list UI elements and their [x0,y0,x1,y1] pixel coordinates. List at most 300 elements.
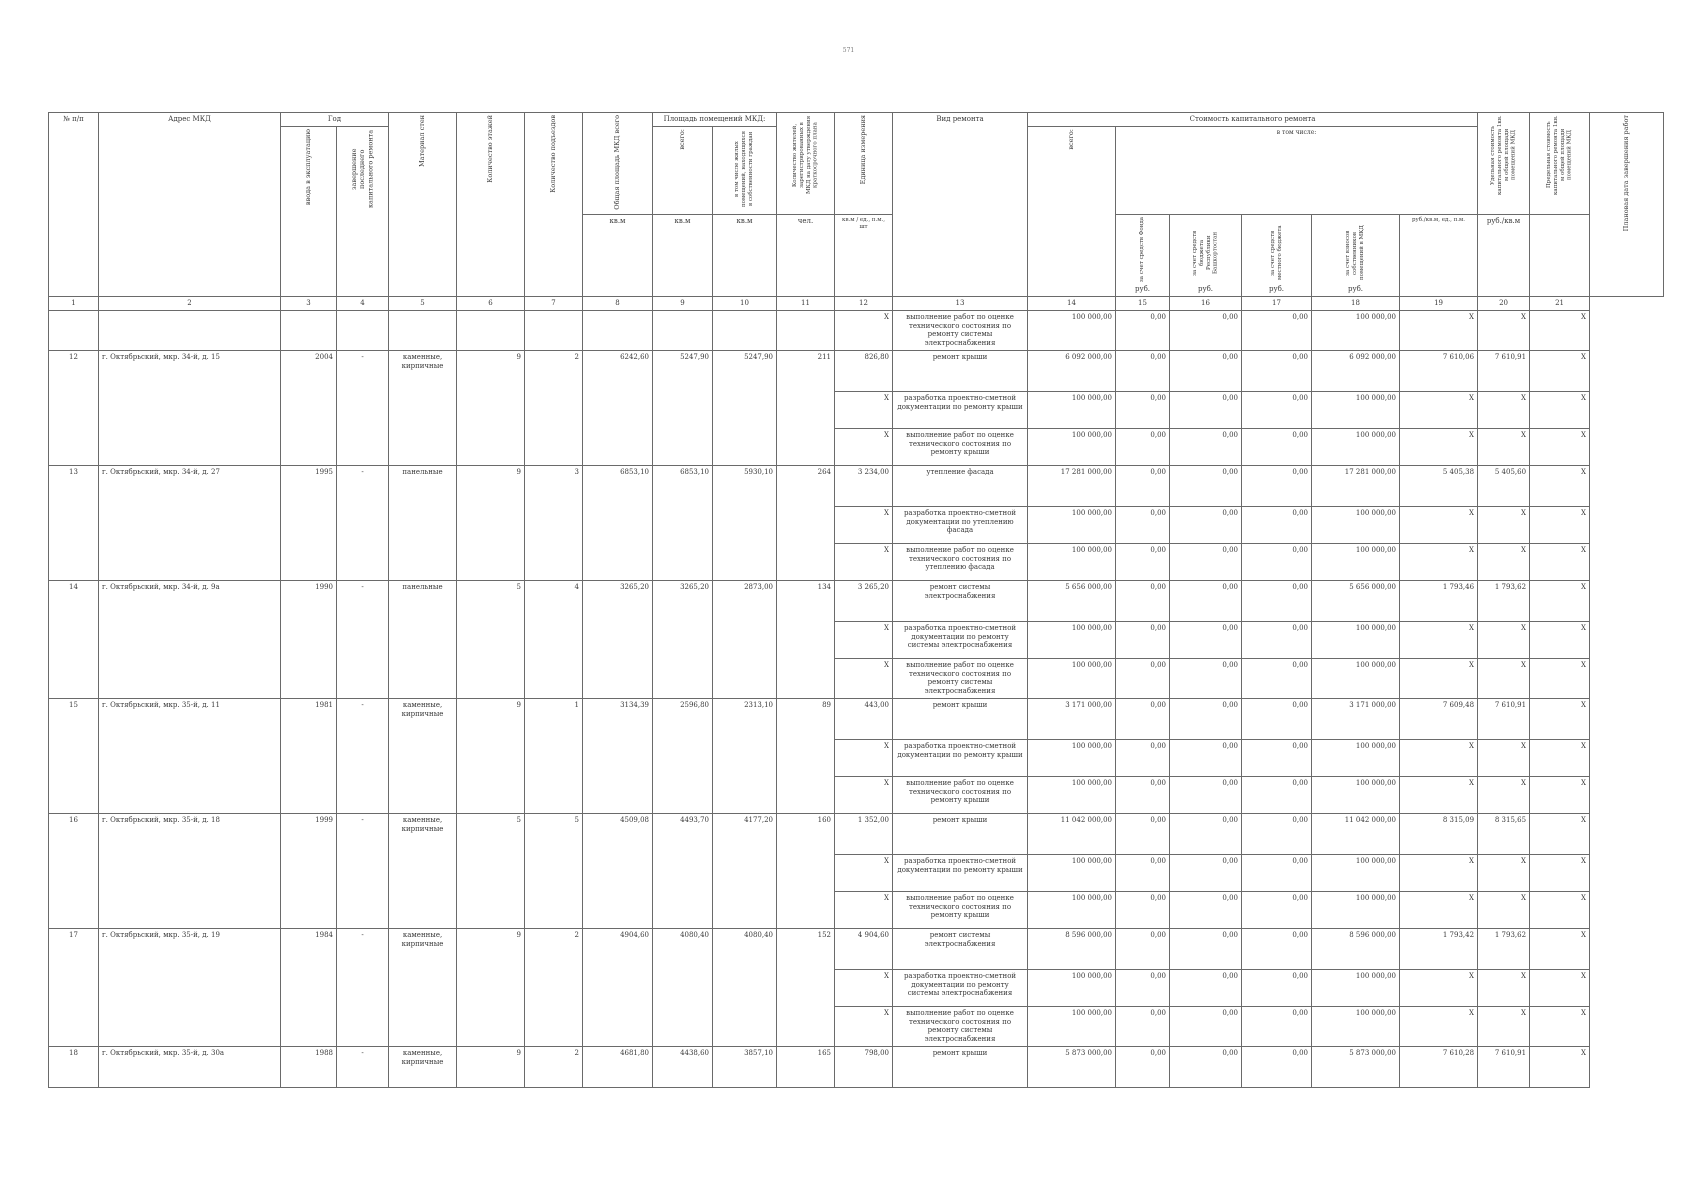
cell-material: панельные [389,580,457,698]
cell-fund: 0,00 [1116,391,1170,428]
cell-republic: 0,00 [1170,854,1242,891]
cell-max-cost: X [1478,391,1530,428]
cell-total: 100 000,00 [1028,969,1116,1006]
cell-repair: ремонт системы электроснабжения [893,580,1028,621]
unit-unit-measure: кв.м / ед., п.м., шт [835,215,893,297]
cell-unit-cost: X [1400,1006,1478,1046]
cell-republic: 0,00 [1170,506,1242,543]
cell-republic: 0,00 [1170,543,1242,580]
cell-repair: разработка проектно-сметной документации по ремонту крыши [893,391,1028,428]
cell-date: X [1530,928,1590,969]
cell-entrances: 1 [525,698,583,813]
continuation-row [49,310,1664,350]
cell-date: X [1530,969,1590,1006]
repair-plan-sheet [48,112,1664,1088]
cell-last: - [337,928,389,1046]
cell-repair: ремонт крыши [893,698,1028,739]
cell-area-all: 6853,10 [653,465,713,580]
unit-cost-local: за счет средств местного бюджета руб. [1242,215,1312,297]
cell-residents: 165 [777,1046,835,1087]
cell-address: г. Октябрьский, мкр. 35-й, д. 18 [99,813,281,928]
cell-total: 100 000,00 [1028,391,1116,428]
cell-republic: 0,00 [1170,350,1242,391]
cell-repair: утепление фасада [893,465,1028,506]
cell-last: - [337,350,389,465]
cell-unit: X [835,543,893,580]
cell-total: 6 092 000,00 [1028,350,1116,391]
cell-total: 100 000,00 [1028,776,1116,813]
cell-owners: 5 873 000,00 [1312,1046,1400,1087]
cell-built: 1999 [281,813,337,928]
cell-date: X [1530,310,1590,350]
column-number: 9 [653,297,713,311]
cell-fund: 0,00 [1116,854,1170,891]
cell-total: 3 171 000,00 [1028,698,1116,739]
cell-fund: 0,00 [1116,698,1170,739]
cell-unit-cost: 5 405,38 [1400,465,1478,506]
cell-unit: 826,80 [835,350,893,391]
cell-date: X [1530,1006,1590,1046]
cell-local: 0,00 [1242,465,1312,506]
cell-local: 0,00 [1242,891,1312,928]
cell-repair: выполнение работ по оценке технического состояния по ремонту системы электроснабжения [893,1006,1028,1046]
cell-n: 18 [49,1046,99,1087]
header-year-built: ввода в эксплуатацию [304,128,313,205]
cell-local: 0,00 [1242,350,1312,391]
column-numbers-row [49,297,1664,311]
cell-date: X [1530,428,1590,465]
cell-address: г. Октябрьский, мкр. 35-й, д. 19 [99,928,281,1046]
cell-total: 100 000,00 [1028,658,1116,698]
cell-max-cost: X [1478,310,1530,350]
cell-n: 13 [49,465,99,580]
cell-owners: 3 171 000,00 [1312,698,1400,739]
building-row [49,813,1664,854]
cell-unit: X [835,506,893,543]
cell-republic: 0,00 [1170,928,1242,969]
cell-total: 100 000,00 [1028,739,1116,776]
cell-total: 100 000,00 [1028,854,1116,891]
cell-local: 0,00 [1242,1046,1312,1087]
cell-fund: 0,00 [1116,891,1170,928]
column-number: 3 [281,297,337,311]
header-address: Адрес МКД [99,113,281,297]
cell-max-cost: 1 793,62 [1478,928,1530,969]
cell-fund: 0,00 [1116,658,1170,698]
cell-fund: 0,00 [1116,506,1170,543]
cell-date: X [1530,813,1590,854]
column-number: 7 [525,297,583,311]
cell-unit: X [835,658,893,698]
header-total-area: Общая площадь МКД всего [613,115,622,210]
header-incl: в том числе: [1116,126,1478,215]
cell-unit-cost: X [1400,739,1478,776]
cell-max-cost: X [1478,658,1530,698]
cell-owners: 17 281 000,00 [1312,465,1400,506]
cell-republic: 0,00 [1170,428,1242,465]
cell-unit: X [835,854,893,891]
column-number: 12 [835,297,893,311]
cell-republic: 0,00 [1170,739,1242,776]
cell-owners: 100 000,00 [1312,776,1400,813]
page-number: 571 [842,47,855,54]
cell-date: X [1530,854,1590,891]
cell-republic: 0,00 [1170,1006,1242,1046]
cell-material: каменные, кирпичные [389,813,457,928]
unit-area-residential: кв.м [713,215,777,297]
unit-residents: чел. [777,215,835,297]
building-row [49,350,1664,391]
cell-total: 100 000,00 [1028,621,1116,658]
cell-unit-cost: 7 609,48 [1400,698,1478,739]
cell-local: 0,00 [1242,506,1312,543]
cell-fund: 0,00 [1116,350,1170,391]
cell-republic: 0,00 [1170,310,1242,350]
cell-repair: выполнение работ по оценке технического состояния по ремонту системы электроснабжения [893,310,1028,350]
cell-unit-cost: X [1400,969,1478,1006]
cell-total-area: 6242,60 [583,350,653,465]
building-row [49,1046,1664,1087]
column-number: 21 [1530,297,1590,311]
cell-unit: X [835,1006,893,1046]
header-cost-group: Стоимость капитального ремонта [1028,113,1478,127]
cell-date: X [1530,1046,1590,1087]
cell-max-cost: 1 793,62 [1478,580,1530,621]
cell-owners: 100 000,00 [1312,1006,1400,1046]
cell-address: г. Октябрьский, мкр. 35-й, д. 11 [99,698,281,813]
cell-area-res: 2313,10 [713,698,777,813]
cell-max-cost: 7 610,91 [1478,350,1530,391]
cell-unit: 3 265,20 [835,580,893,621]
cell-entrances: 4 [525,580,583,698]
cell-total: 100 000,00 [1028,1006,1116,1046]
building-row [49,928,1664,969]
cell-built: 1995 [281,465,337,580]
cell-address: г. Октябрьский, мкр. 34-й, д. 15 [99,350,281,465]
cell-republic: 0,00 [1170,621,1242,658]
cell-last: - [337,580,389,698]
cell-total: 100 000,00 [1028,891,1116,928]
cell-repair: ремонт крыши [893,813,1028,854]
cell-entrances: 2 [525,928,583,1046]
cell-fund: 0,00 [1116,621,1170,658]
cell-unit: X [835,776,893,813]
cell-fund: 0,00 [1116,428,1170,465]
header-area-all: всего: [678,128,687,150]
header-year-last: завершение последнего капитального ремонта [350,129,375,208]
cell-fund: 0,00 [1116,310,1170,350]
unit-unit-cost: руб./кв.м, ед., п.м. [1400,215,1478,297]
cell-max-cost: X [1478,1006,1530,1046]
cell-local: 0,00 [1242,428,1312,465]
cell-unit-cost: X [1400,854,1478,891]
cell-unit-cost: X [1400,776,1478,813]
cell-fund: 0,00 [1116,1046,1170,1087]
cell-total: 100 000,00 [1028,428,1116,465]
cell-local: 0,00 [1242,1006,1312,1046]
column-number: 15 [1116,297,1170,311]
cell-area-all: 3265,20 [653,580,713,698]
cell-local: 0,00 [1242,928,1312,969]
column-number: 16 [1170,297,1242,311]
cell-repair: разработка проектно-сметной документации по ремонту крыши [893,854,1028,891]
cell-republic: 0,00 [1170,698,1242,739]
column-number: 17 [1242,297,1312,311]
cell-repair: выполнение работ по оценке технического состояния по ремонту крыши [893,428,1028,465]
cell-date: X [1530,506,1590,543]
cell-repair: разработка проектно-сметной документации по ремонту системы электроснабжения [893,969,1028,1006]
cell-unit: 4 904,60 [835,928,893,969]
cell-republic: 0,00 [1170,813,1242,854]
cell-residents: 160 [777,813,835,928]
cell-built: 1981 [281,698,337,813]
cell-republic: 0,00 [1170,1046,1242,1087]
cell-fund: 0,00 [1116,580,1170,621]
cell-floors: 5 [457,813,525,928]
cell-owners: 100 000,00 [1312,391,1400,428]
header-unit-measure: Единица измерения [859,115,868,185]
cell-n: 17 [49,928,99,1046]
cell-local: 0,00 [1242,391,1312,428]
cell-max-cost: X [1478,776,1530,813]
unit-total-area: кв.м [583,215,653,297]
cell-unit-cost: X [1400,310,1478,350]
cell-unit: X [835,391,893,428]
cell-max-cost: X [1478,969,1530,1006]
cell-total-area: 3265,20 [583,580,653,698]
cell-last: - [337,698,389,813]
column-number: 10 [713,297,777,311]
cell-fund: 0,00 [1116,739,1170,776]
cell-date: X [1530,776,1590,813]
cell-area-res: 5247,90 [713,350,777,465]
cell-unit-cost: X [1400,428,1478,465]
cell-area-res: 4177,20 [713,813,777,928]
cell-total-area: 4904,60 [583,928,653,1046]
cell-max-cost: X [1478,739,1530,776]
column-number: 5 [389,297,457,311]
cell-entrances: 2 [525,350,583,465]
cell-repair: выполнение работ по оценке технического состояния по ремонту системы электроснабжения [893,658,1028,698]
cell-republic: 0,00 [1170,658,1242,698]
cell-unit: 443,00 [835,698,893,739]
cell-local: 0,00 [1242,813,1312,854]
cell-address: г. Октябрьский, мкр. 34-й, д. 9а [99,580,281,698]
cell-total-area: 3134,39 [583,698,653,813]
header-floors: Количество этажей [486,115,495,183]
header-plan-date: Плановая дата завершения работ [1622,115,1631,232]
cell-n: 14 [49,580,99,698]
cell-owners: 8 596 000,00 [1312,928,1400,969]
cell-date: X [1530,391,1590,428]
cell-entrances: 5 [525,813,583,928]
header-max-cost: Предельная стоимость капитального ремонта 1кв. м общей площади помещений МКД [1545,115,1573,195]
cell-last: - [337,465,389,580]
cell-owners: 100 000,00 [1312,658,1400,698]
column-number: 11 [777,297,835,311]
cell-material: каменные, кирпичные [389,350,457,465]
cell-unit: X [835,739,893,776]
cell-max-cost: 8 315,65 [1478,813,1530,854]
cell-unit: X [835,621,893,658]
cell-area-res: 4080,40 [713,928,777,1046]
cell-owners: 100 000,00 [1312,621,1400,658]
column-number: 13 [893,297,1028,311]
cell-local: 0,00 [1242,621,1312,658]
cell-owners: 5 656 000,00 [1312,580,1400,621]
header-unit-cost: Удельная стоимость капитального ремонта 1кв. м общей площади помещений МКД [1489,115,1517,195]
cell-date: X [1530,698,1590,739]
unit-area-all: кв.м [653,215,713,297]
cell-floors: 9 [457,465,525,580]
cell-max-cost: X [1478,621,1530,658]
cell-owners: 100 000,00 [1312,543,1400,580]
cell-owners: 100 000,00 [1312,428,1400,465]
cell-max-cost: X [1478,506,1530,543]
unit-cost-fund: за счет средств Фонда руб. [1116,215,1170,297]
cell-fund: 0,00 [1116,813,1170,854]
cell-unit-cost: 1 793,46 [1400,580,1478,621]
cell-max-cost: X [1478,543,1530,580]
cell-date: X [1530,350,1590,391]
cell-unit-cost: X [1400,891,1478,928]
header-n: № п/п [49,113,99,297]
cell-max-cost: X [1478,854,1530,891]
cell-material: каменные, кирпичные [389,698,457,813]
cell-total: 17 281 000,00 [1028,465,1116,506]
cell-unit-cost: 8 315,09 [1400,813,1478,854]
cell-owners: 100 000,00 [1312,506,1400,543]
cell-total: 100 000,00 [1028,506,1116,543]
cell-max-cost: 7 610,91 [1478,698,1530,739]
cell-repair: ремонт системы электроснабжения [893,928,1028,969]
cell-area-all: 2596,80 [653,698,713,813]
cell-local: 0,00 [1242,580,1312,621]
cell-area-res: 5930,10 [713,465,777,580]
cell-repair: ремонт крыши [893,1046,1028,1087]
header-residents: Количество жителей, зарегистрированных в МКД на дату утверждения краткосрочного плана [791,115,819,195]
cell-floors: 9 [457,350,525,465]
header-wall-material: Материал стен [418,115,427,167]
cell-unit-cost: X [1400,621,1478,658]
cell-date: X [1530,465,1590,506]
cell-floors: 9 [457,928,525,1046]
cell-residents: 264 [777,465,835,580]
cell-repair: выполнение работ по оценке технического состояния по ремонту крыши [893,891,1028,928]
header-cost-total: всего: [1067,128,1076,150]
cell-entrances: 3 [525,465,583,580]
cell-local: 0,00 [1242,658,1312,698]
cell-address: г. Октябрьский, мкр. 34-й, д. 27 [99,465,281,580]
cell-local: 0,00 [1242,310,1312,350]
cell-unit: X [835,969,893,1006]
cell-repair: выполнение работ по оценке технического состояния по ремонту крыши [893,776,1028,813]
cell-local: 0,00 [1242,969,1312,1006]
cell-date: X [1530,580,1590,621]
cell-unit-cost: X [1400,658,1478,698]
cell-area-all: 5247,90 [653,350,713,465]
cell-entrances: 2 [525,1046,583,1087]
cell-area-res: 3857,10 [713,1046,777,1087]
cell-material: каменные, кирпичные [389,928,457,1046]
cell-repair: разработка проектно-сметной документации по утеплению фасада [893,506,1028,543]
header-repair-type: Вид ремонта [893,113,1028,297]
cell-fund: 0,00 [1116,928,1170,969]
cell-unit: X [835,310,893,350]
cell-unit-cost: X [1400,506,1478,543]
cell-owners: 100 000,00 [1312,969,1400,1006]
cell-last: - [337,1046,389,1087]
cell-fund: 0,00 [1116,776,1170,813]
cell-area-res: 2873,00 [713,580,777,698]
cell-unit: X [835,891,893,928]
header-row-1 [49,113,1664,127]
cell-date: X [1530,543,1590,580]
building-row [49,580,1664,621]
column-number: 4 [337,297,389,311]
cell-unit: X [835,428,893,465]
cell-republic: 0,00 [1170,465,1242,506]
cell-n: 12 [49,350,99,465]
cell-unit-cost: 1 793,42 [1400,928,1478,969]
cell-unit: 798,00 [835,1046,893,1087]
cell-area-all: 4493,70 [653,813,713,928]
cell-unit-cost: 7 610,06 [1400,350,1478,391]
building-row [49,698,1664,739]
cell-repair: разработка проектно-сметной документации по ремонту крыши [893,739,1028,776]
cell-unit: 3 234,00 [835,465,893,506]
cell-local: 0,00 [1242,776,1312,813]
cell-republic: 0,00 [1170,391,1242,428]
cell-owners: 11 042 000,00 [1312,813,1400,854]
cell-fund: 0,00 [1116,465,1170,506]
building-row [49,465,1664,506]
cell-residents: 134 [777,580,835,698]
column-number: 6 [457,297,525,311]
cell-total: 5 873 000,00 [1028,1046,1116,1087]
cell-total: 8 596 000,00 [1028,928,1116,969]
cell-built: 1988 [281,1046,337,1087]
header-year-group: Год [281,113,389,127]
cell-area-all: 4438,60 [653,1046,713,1087]
cell-floors: 5 [457,580,525,698]
cell-local: 0,00 [1242,854,1312,891]
cell-floors: 9 [457,698,525,813]
cell-max-cost: X [1478,428,1530,465]
cell-total: 100 000,00 [1028,310,1116,350]
cell-unit-cost: X [1400,543,1478,580]
cell-max-cost: 5 405,60 [1478,465,1530,506]
cell-fund: 0,00 [1116,543,1170,580]
cell-address: г. Октябрьский, мкр. 35-й, д. 30а [99,1046,281,1087]
cell-built: 1990 [281,580,337,698]
cell-total-area: 4509,08 [583,813,653,928]
cell-n: 15 [49,698,99,813]
cell-owners: 100 000,00 [1312,854,1400,891]
cell-area-all: 4080,40 [653,928,713,1046]
cell-owners: 100 000,00 [1312,739,1400,776]
repair-plan-table [48,112,1664,1088]
cell-date: X [1530,621,1590,658]
cell-repair: ремонт крыши [893,350,1028,391]
cell-total: 11 042 000,00 [1028,813,1116,854]
cell-owners: 100 000,00 [1312,891,1400,928]
cell-local: 0,00 [1242,698,1312,739]
cell-unit-cost: X [1400,391,1478,428]
cell-built: 1984 [281,928,337,1046]
unit-cost-owners: за счет взносов собственников помещений в МКД руб. [1312,215,1400,297]
column-number: 8 [583,297,653,311]
